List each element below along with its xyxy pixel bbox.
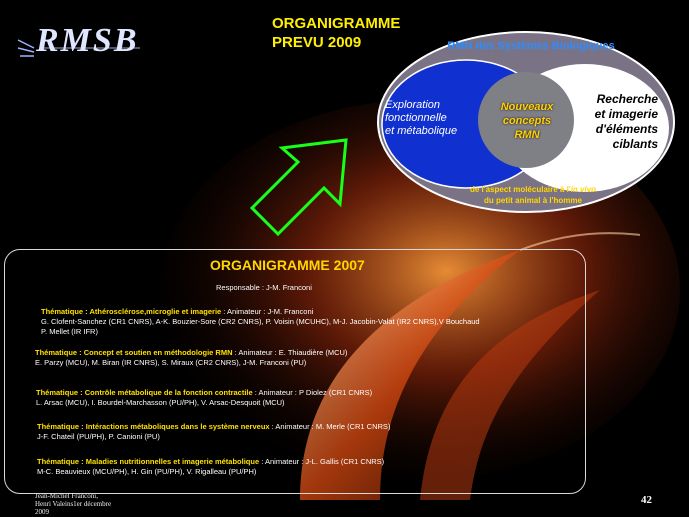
venn-center-line: Nouveaux bbox=[500, 101, 554, 113]
footer-line: 2009 bbox=[35, 508, 49, 516]
theme-block bbox=[37, 457, 384, 477]
theme-members: M-C. Beauvieux (MCU/PH), H. Gin (PU/PH), V. Rigalleau (PU/PH) bbox=[37, 467, 257, 476]
venn-left-label bbox=[385, 99, 457, 138]
footer-line: Henri Valeins1er décembre bbox=[35, 500, 112, 508]
venn-center-label bbox=[482, 100, 572, 142]
venn-right-line: d'éléments bbox=[595, 122, 658, 136]
theme-header bbox=[35, 348, 347, 358]
theme-members: P. Mellet (IR IFR) bbox=[41, 327, 98, 336]
venn-bottom-line2: du petit animal à l'homme bbox=[484, 196, 582, 205]
theme-members: G. Clofent-Sanchez (CR1 CNRS), A-K. Bouzier-Sore (CR2 CNRS), P. Voisin (MCUHC), M-J. Jacobin-Valat (IR2 CNRS),V Bouchaud bbox=[41, 317, 480, 326]
theme-block bbox=[36, 388, 372, 408]
venn-left-line: Exploration bbox=[385, 99, 441, 111]
theme-members: J-F. Chateil (PU/PH), P. Canioni (PU) bbox=[37, 432, 160, 441]
theme-header bbox=[37, 422, 390, 432]
venn-right-line: et imagerie bbox=[594, 107, 658, 121]
theme-label: Thématique : Intéractions métaboliques dans le système nerveux bbox=[37, 422, 270, 431]
venn-heading: RMN des Systèmes Biologiques bbox=[447, 40, 615, 52]
theme-animateur: : Animateur : J-M. Franconi bbox=[221, 307, 314, 316]
title-2009-line1: ORGANIGRAMME bbox=[272, 15, 401, 32]
venn-left-line: et métabolique bbox=[385, 125, 458, 137]
title-2009 bbox=[272, 14, 400, 52]
theme-label: Thématique : Contrôle métabolique de la fonction contractile bbox=[36, 388, 253, 397]
theme-members: L. Arsac (MCU), I. Bourdel-Marchasson (PU/PH), V. Arsac-Desquoit (MCU) bbox=[36, 398, 285, 407]
venn-bottom-line1-a: de l'aspect moléculaire à l' bbox=[469, 185, 571, 194]
theme-header bbox=[37, 457, 384, 467]
theme-animateur: : Animateur : J-L. Gallis (CR1 CNRS) bbox=[259, 457, 385, 466]
author-footer bbox=[35, 492, 111, 516]
theme-label: Thématique : Maladies nutritionnelles et imagerie métabolique bbox=[37, 457, 260, 466]
rmsb-logo: RMSB bbox=[36, 22, 139, 59]
theme-animateur: : Animateur : M. Merle (CR1 CNRS) bbox=[269, 422, 391, 431]
responsable-line: Responsable : J-M. Franconi bbox=[216, 283, 312, 292]
venn-center-line: concepts bbox=[502, 115, 552, 127]
venn-right-line: Recherche bbox=[596, 92, 658, 106]
venn-left-line: fonctionnelle bbox=[385, 112, 447, 124]
venn-bottom-line1 bbox=[408, 184, 658, 195]
theme-members: E. Parzy (MCU), M. Biran (IR CNRS), S. Miraux (CR2 CNRS), J-M. Franconi (PU) bbox=[35, 358, 307, 367]
theme-block bbox=[41, 307, 480, 337]
theme-label: Thématique : Concept et soutien en méthodologie RMN bbox=[35, 348, 233, 357]
theme-block bbox=[35, 348, 347, 368]
venn-center-line: RMN bbox=[514, 129, 540, 141]
theme-animateur: : Animateur : E. Thiaudière (MCU) bbox=[232, 348, 348, 357]
venn-bottom-line1-b: in vivo bbox=[570, 185, 597, 194]
venn-bottom-caption bbox=[408, 184, 658, 206]
venn-right-label bbox=[580, 92, 658, 152]
title-2007: ORGANIGRAMME 2007 bbox=[210, 257, 365, 273]
venn-right-line: ciblants bbox=[612, 137, 658, 151]
theme-header bbox=[36, 388, 372, 398]
footer-line: Jean-Michel Franconi, bbox=[35, 492, 98, 500]
page-number: 42 bbox=[641, 494, 652, 506]
theme-header bbox=[41, 307, 480, 317]
theme-animateur: : Animateur : P Diolez (CR1 CNRS) bbox=[252, 388, 373, 397]
title-2009-line2: PREVU 2009 bbox=[272, 34, 362, 51]
theme-block bbox=[37, 422, 390, 442]
theme-label: Thématique : Athérosclérose,microglie et imagerie bbox=[41, 307, 222, 316]
